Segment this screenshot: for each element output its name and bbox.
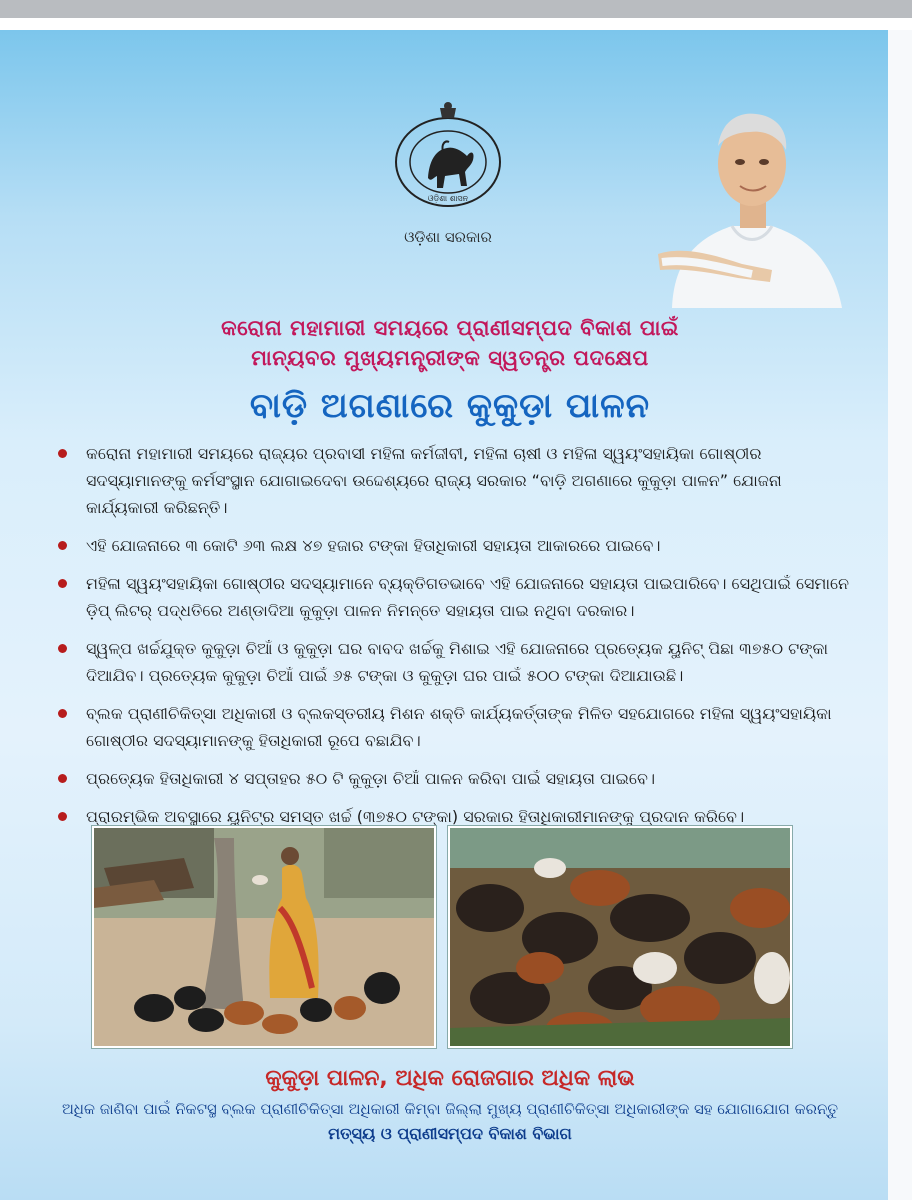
photo-woman-feeding-chickens: [92, 826, 436, 1048]
department-name: ମତ୍ସ୍ୟ ଓ ପ୍ରାଣୀସମ୍ପଦ ବିକାଶ ବିଭାଗ: [328, 1124, 572, 1143]
bullet-icon: [58, 812, 67, 821]
photo-chicken-flock: [448, 826, 792, 1048]
right-margin: [888, 30, 912, 1200]
scheme-details-list: [52, 440, 852, 841]
top-strip: [0, 0, 912, 18]
chief-minister-photo: [652, 86, 852, 308]
bullet-icon: [58, 541, 67, 550]
slogan: କୁକୁଡ଼ା ପାଳନ, ଅଧିକ ରୋଜଗାର ଅଧିକ ଲାଭ: [265, 1066, 635, 1091]
government-label: ଓଡ଼ିଶା ସରକାର: [404, 228, 492, 246]
headline-line-2: ମାନ୍ୟବର ମୁଖ୍ୟମନ୍ତ୍ରୀଙ୍କ ସ୍ୱତନ୍ତ୍ର ପଦକ୍ଷେପ: [251, 346, 649, 370]
list-item-text: ପ୍ରାରମ୍ଭିକ ଅବସ୍ଥାରେ ୟୁନିଟ୍‌ର ସମସ୍ତ ଖର୍ଚ୍ଚ (୩୭୫୦ ଟଙ୍କା) ସରକାର ହିତାଧିକାରୀମାନଙ୍କୁ ପ୍ରଦାନ କରିବେ।: [86, 807, 745, 826]
list-item: [52, 532, 852, 559]
list-item-text: ପ୍ରତ୍ୟେକ ହିତାଧିକାରୀ ୪ ସପ୍ତାହର ୫୦ ଟି କୁକୁଡ଼ା ଚିଆଁ ପାଳନ କରିବା ପାଇଁ ସହାୟତା ପାଇବେ।: [86, 769, 656, 788]
list-item: [52, 700, 852, 754]
list-item: [52, 635, 852, 689]
list-item: [52, 440, 852, 521]
scheme-title: ବାଡ଼ି ଅଗଣାରେ କୁକୁଡ଼ା ପାଳନ: [249, 386, 651, 426]
bullet-icon: [58, 644, 67, 653]
bullet-icon: [58, 774, 67, 783]
list-item: [52, 765, 852, 792]
list-item-text: ବ୍ଲକ ପ୍ରାଣୀଚିକିତ୍ସା ଅଧିକାରୀ ଓ ବ୍ଲକସ୍ତରୀୟ ମିଶନ ଶକ୍ତି କାର୍ଯ୍ୟକର୍ତ୍ତାଙ୍କ ମିଳିତ ସହଯୋଗରେ ମହିଳା ସ୍ୱୟଂସହାୟିକା ଗୋଷ୍ଠୀର ସଦସ୍ୟାମାନଙ୍କୁ ହିତାଧିକାରୀ ରୂପେ ବଛାଯିବ।: [86, 704, 832, 750]
emblem-caption: ଓଡ଼ିଶା ଶାସନ: [427, 194, 469, 203]
bullet-icon: [58, 449, 67, 458]
list-item-text: ମହିଳା ସ୍ୱୟଂସହାୟିକା ଗୋଷ୍ଠୀର ସଦସ୍ୟାମାନେ ବ୍ୟକ୍ତିଗତଭାବେ ଏହି ଯୋଜନାରେ ସହାୟତା ପାଇପାରିବେ। ସେଥିପାଇଁ ସେମାନେ ଡ଼ିପ୍ ଲିଟର୍ ପଦ୍ଧତିରେ ଅଣ୍ଡାଦିଆ କୁକୁଡ଼ା ପାଳନ ନିମନ୍ତେ ସହାୟତା ପାଇ ନଥିବା ଦରକାର।: [86, 574, 850, 620]
list-item-text: କରୋନା ମହାମାରୀ ସମୟରେ ରାଜ୍ୟର ପ୍ରବାସୀ ମହିଳା କର୍ମଜୀବୀ, ମହିଳା ଚାଷୀ ଓ ମହିଳା ସ୍ୱୟଂସହାୟିକା ଗୋଷ୍ଠୀର ସଦସ୍ୟାମାନଙ୍କୁ କର୍ମସଂସ୍ଥାନ ଯୋଗାଇଦେବା ଉଦ୍ଦେଶ୍ୟରେ ରାଜ୍ୟ ସରକାର “ବାଡ଼ି ଅଗଣାରେ କୁକୁଡ଼ା ପାଳନ” ଯୋଜନା କାର୍ଯ୍ୟକାରୀ କରିଛନ୍ତି।: [86, 444, 782, 517]
headline-line-1: କରୋନା ମହାମାରୀ ସମୟରେ ପ୍ରାଣୀସମ୍ପଦ ବିକାଶ ପାଇଁ: [221, 316, 679, 340]
contact-info: ଅଧିକ ଜାଣିବା ପାଇଁ ନିକଟସ୍ଥ ବ୍ଲକ ପ୍ରାଣୀଚିକିତ୍ସା ଅଧିକାରୀ କିମ୍ବା ଜିଲ୍ଲା ମୁଖ୍ୟ ପ୍ରାଣୀଚିକିତ୍ସା ଅଧିକାରୀଙ୍କ ସହ ଯୋଗାଯୋଗ କରନ୍ତୁ: [61, 1100, 839, 1118]
odisha-government-emblem: [383, 100, 513, 210]
list-item-text: ଏହି ଯୋଜନାରେ ୩ କୋଟି ୬୩ ଲକ୍ଷ ୪୭ ହଜାର ଟଙ୍କା ହିତାଧିକାରୀ ସହାୟତା ଆକାରରେ ପାଇବେ।: [86, 536, 661, 555]
bullet-icon: [58, 579, 67, 588]
list-item: [52, 570, 852, 624]
list-item-text: ସ୍ୱଳ୍ପ ଖର୍ଚ୍ଚଯୁକ୍ତ କୁକୁଡ଼ା ଚିଆଁ ଓ କୁକୁଡ଼ା ଘର ବାବଦ ଖର୍ଚ୍ଚକୁ ମିଶାଇ ଏହି ଯୋଜନାରେ ପ୍ରତ୍ୟେକ ୟୁନିଟ୍ ପିଛା ୩୭୫୦ ଟଙ୍କା ଦିଆଯିବ। ପ୍ରତ୍ୟେକ କୁକୁଡ଼ା ଚିଆଁ ପାଇଁ ୬୫ ଟଙ୍କା ଓ କୁକୁଡ଼ା ଘର ପାଇଁ ୫୦୦ ଟଙ୍କା ଦିଆଯାଉଛି।: [86, 639, 828, 685]
bullet-icon: [58, 709, 67, 718]
